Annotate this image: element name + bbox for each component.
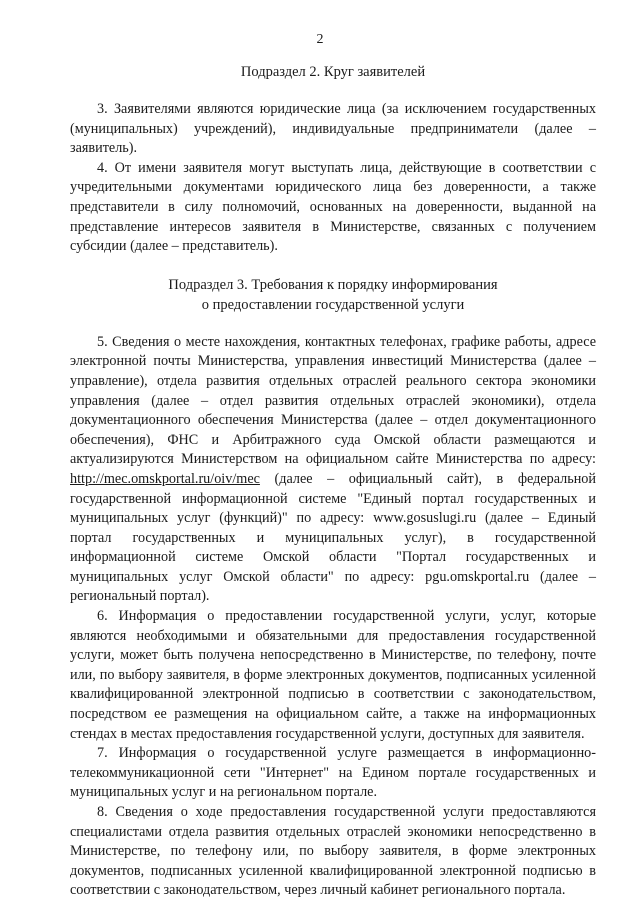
paragraph-8: 8. Сведения о ходе предоставления государственной услуги предоставляются специалистами отдела развития отдельных отраслей экономики непосредственно в Министерстве, по телефону или, по выбору заявителя, в форме электронных документов, подписанных усиленной квалифицированной электронной подписью в соответствии с законодательством, через личный кабинет регионального портала. (70, 804, 596, 899)
paragraph-4: 4. От имени заявителя могут выступать лица, действующие в соответствии с учредительными документами юридического лица без доверенности, а также представители в силу полномочий, основанных на доверенности, выданной на представление интересов заявителя в Министерстве, связанных с получением субсидии (далее – представитель). (70, 159, 596, 255)
section-3-heading (70, 275, 596, 315)
ministry-website-link[interactable]: http://mec.omskportal.ru/oiv/mec (70, 470, 260, 487)
section-3-heading-line-2: о предоставлении государственной услуги (201, 296, 465, 313)
paragraph-5 (70, 333, 596, 607)
paragraph-5-text-end: (далее – официальный сайт), в федеральной государственной информационной системе "Единый портал государственных и муниципальных услуг (функций)" по адресу: www.gosuslugi.ru (далее – Единый портал государственных и муниципальных услуг), в государственной информационной системе Омской области "Портал государственных и муниципальных услуг Омской области" по адресу: pgu.omskportal.ru (далее – региональный портал). (70, 470, 596, 605)
document-body (70, 62, 596, 901)
paragraph-6: 6. Информация о предоставлении государственной услуги, услуг, которые являются необходимыми и обязательными для предоставления государственной услуги, может быть получена непосредственно в Министерстве, по телефону, почте или, по выбору заявителя, в форме электронных документов, подписанных усиленной квалифицированной электронной подписью в соответствии с законодательством, посредством ее размещения на официальном сайте, а также на информационных стендах в местах предоставления государственной услуги, доступных для заявителя. (70, 608, 596, 742)
paragraph-7: 7. Информация о государственной услуге размещается в информационно-телекоммуникационной сети "Интернет" на Едином портале государственных и муниципальных услуг и на региональном портале. (70, 745, 596, 801)
section-3-heading-line-1: Подраздел 3. Требования к порядку информирования (168, 276, 498, 293)
paragraph-3: 3. Заявителями являются юридические лица (за исключением государственных (муниципальных) учреждений), индивидуальные предприниматели (далее – заявитель). (70, 101, 596, 157)
page-number: 2 (316, 32, 324, 47)
section-2-heading: Подраздел 2. Круг заявителей (240, 64, 426, 80)
paragraph-5-text-start: 5. Сведения о месте нахождения, контактных телефонах, графике работы, адресе электронной почты Министерства, управления инвестиций Министерства (далее – управление), отдела развития отдельных отраслей реального сектора экономики управления (далее – отдел развития отдельных отраслей экономики), отдела документационного обеспечения Министерства (далее – отдел документационного обеспечения), ФНС и Арбитражного суда Омской области размещаются и актуализируются Министерством на официальном сайте Министерства по адресу: (70, 333, 596, 468)
